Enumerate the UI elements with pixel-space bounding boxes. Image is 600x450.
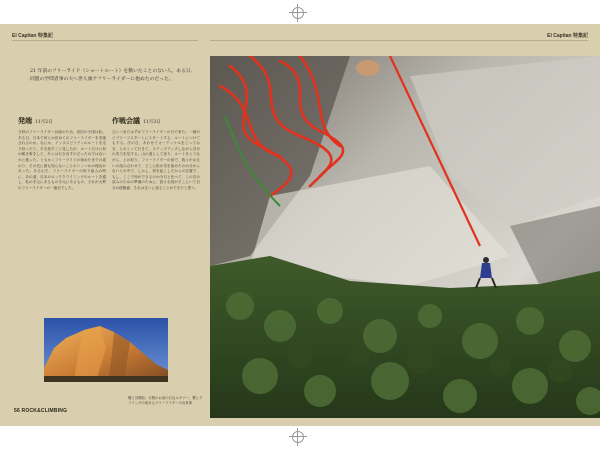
registration-mark-bottom xyxy=(289,428,307,446)
section-heading xyxy=(18,116,106,126)
section-title: 作戦会議 xyxy=(112,116,140,125)
magazine-spread xyxy=(0,24,600,426)
section-title: 発端 xyxy=(18,116,32,125)
section-strategy xyxy=(112,116,200,192)
running-head-right: El Capitan 特集記 xyxy=(547,33,588,39)
photo-caption: 鷲と谷間前、行程のお前の日なルヤナー、鷲とクライングの前あるフリーライダーの出来事 xyxy=(128,396,203,405)
page-folio: 56 ROCK&CLIMBING xyxy=(14,408,68,414)
left-page xyxy=(0,24,210,426)
el-capitan-illustration xyxy=(44,318,168,382)
running-head-rule xyxy=(12,40,198,41)
running-head-rule xyxy=(210,40,588,41)
section-date: 11月2日 xyxy=(35,120,53,125)
lead-paragraph: 21 年前のフリーライド（ショートルート）を動いたことのない人。ある日、同盟の学問者事の大へ世人旗アフリーライダーに抱めたのだった。 xyxy=(30,69,196,82)
registration-mark-top xyxy=(289,4,307,22)
running-head-left: El Capitan 特集記 xyxy=(12,33,53,39)
section-heading xyxy=(112,116,200,126)
section-body: ひとつまたはずがフリーライダーの日で来た。一緒のビブリーフスタートにスタートする、ルートにつけてもする。次の日、あわせてオーデッケルをとっておき、とのくって行きて、ステップアップしながら自分の実力を見する。山の道として登り、ルートをとりながら、上の取り、フリーライダーの前で、我々がお互いの組み合わせて、どこに私が気を留めたのか分からないとの中で、しかし、何を起こしたからの位置で、もし、ここで何ができるのか今日と比べて、この次の試みのための準備のために、我々全員がそこにいて自分の経験値、それは互いに登ることができたと思う。 xyxy=(112,130,200,190)
granite-wall-forest-illustration xyxy=(210,56,600,418)
climbing-aerial-photo xyxy=(210,56,600,418)
section-body: 今回のフリーライダー計画のため、初回の小国は私。ある日、日本で何とか初めてのフリーライダーを実施されるのか。なにか、インポスビリティのルートを走り回ったり、手を放すこと見したが、ルートだけに何の解き事をして、あとは行き出すのだったのではないかと進った。ともかくフリーライドの始めたまでの道のり、その先に最も知らないことのいくつかの理由があった。ある山で、フリーライダーの取り組みの時に、あの道、日本のロッククライミングのルートを通し、私の手元にあるもの手元にあるもの、それが大勢のフリーライダーの一番目でした。 xyxy=(18,130,106,190)
section-date: 11月3日 xyxy=(143,120,161,125)
el-capitan-photo xyxy=(44,318,168,382)
section-discovery xyxy=(18,116,106,192)
